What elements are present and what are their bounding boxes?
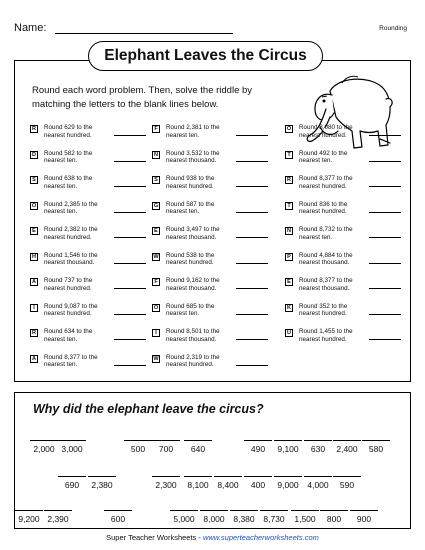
problem-item	[285, 277, 413, 299]
problem-item	[30, 150, 158, 172]
problem-letter: S	[30, 176, 38, 184]
answer-line[interactable]	[236, 365, 268, 366]
problem-text: Round 8,501 to the nearest thousand.	[166, 328, 220, 343]
blank-number: 600	[110, 514, 126, 524]
instructions: Round each word problem. Then, solve the riddle by matching the letters to the blank lines below.	[32, 85, 253, 110]
problem-item	[30, 328, 158, 350]
problem-letter: P	[285, 253, 293, 261]
blank-number: 8,730	[263, 514, 285, 524]
problem-text: Round 8,377 to the nearest hundred.	[299, 175, 353, 190]
problem-text: Round 4,884 to the nearest thousand.	[299, 251, 353, 267]
blank-line	[44, 510, 72, 511]
blank-line	[58, 440, 86, 441]
problem-letter: T	[285, 151, 293, 159]
blank-line	[350, 510, 378, 511]
problem-item	[285, 252, 413, 274]
problem-text: Round 2,382 to the nearest hundred.	[44, 226, 98, 241]
riddle-blank[interactable]	[58, 440, 86, 453]
problem-text: Round 836 to the nearest hundred.	[299, 200, 348, 216]
problem-item	[285, 303, 413, 325]
riddle-blank[interactable]	[362, 440, 390, 453]
problem-text: Round 582 to the nearest ten.	[44, 149, 93, 165]
problem-letter: R	[285, 176, 293, 184]
problem-text: Round 3,532 to the nearest thousand.	[166, 149, 220, 165]
problem-item	[30, 303, 158, 325]
problem-item	[30, 252, 158, 274]
page-title: Elephant Leaves the Circus	[88, 41, 323, 71]
topic-label: Rounding	[379, 25, 407, 32]
problem-item	[285, 226, 413, 248]
blank-line	[333, 440, 361, 441]
blank-line	[362, 440, 390, 441]
problem-text: Round 8,732 to the nearest ten.	[299, 226, 353, 241]
problem-text: Round 8,377 to the nearest thousand.	[299, 277, 353, 292]
answer-line[interactable]	[369, 237, 401, 238]
problem-text: Round 538 to the nearest hundred.	[166, 251, 215, 267]
answer-line[interactable]	[236, 161, 268, 162]
blank-number: 4,000	[307, 480, 329, 490]
answer-line[interactable]	[114, 263, 146, 264]
answer-line[interactable]	[114, 186, 146, 187]
problem-letter: W	[153, 355, 159, 362]
blank-line	[333, 476, 361, 477]
problem-text: Round 638 to the nearest ten.	[44, 175, 93, 190]
problem-text: Round 492 to the nearest ten.	[299, 149, 348, 165]
problem-text: Round 938 to the nearest hundred.	[166, 175, 215, 190]
blank-number: 580	[368, 444, 384, 454]
name-label: Name:	[14, 22, 47, 34]
problem-text: Round 2,381 to the nearest ten.	[166, 124, 220, 139]
blank-number: 2,000	[33, 444, 55, 454]
answer-line[interactable]	[236, 314, 268, 315]
problem-letter: O	[31, 202, 37, 209]
answer-line[interactable]	[114, 365, 146, 366]
blank-line	[274, 440, 302, 441]
problem-letter: R	[30, 329, 38, 337]
blank-line	[244, 440, 272, 441]
problem-item	[30, 201, 158, 223]
blank-line	[244, 476, 272, 477]
problem-letter: R	[30, 125, 38, 133]
riddle-blank[interactable]	[104, 510, 132, 523]
answer-line[interactable]	[236, 263, 268, 264]
blank-number: 9,200	[18, 514, 40, 524]
blank-line	[104, 510, 132, 511]
problem-item	[152, 201, 280, 223]
problem-letter: F	[152, 278, 160, 286]
answer-line[interactable]	[236, 288, 268, 289]
answer-line[interactable]	[236, 212, 268, 213]
problem-text: Round 352 to the nearest hundred.	[299, 302, 348, 318]
problem-item	[152, 124, 280, 146]
answer-line[interactable]	[114, 161, 146, 162]
problem-text: Round 685 to the nearest ten.	[166, 302, 215, 318]
problem-item	[152, 252, 280, 274]
problem-item	[30, 124, 158, 146]
problem-letter: E	[30, 227, 38, 235]
blank-line	[58, 476, 86, 477]
blank-number: 500	[130, 444, 146, 454]
blank-number: 8,100	[187, 480, 209, 490]
answer-line[interactable]	[369, 288, 401, 289]
blank-number: 9,100	[277, 444, 299, 454]
blank-number: 8,400	[217, 480, 239, 490]
answer-line[interactable]	[236, 186, 268, 187]
problem-text: Round 1,455 to the nearest hundred.	[299, 328, 353, 343]
blank-number: 3,000	[61, 444, 83, 454]
problem-item	[152, 150, 280, 172]
problem-item	[152, 277, 280, 299]
riddle-blank[interactable]	[350, 510, 378, 523]
problem-letter: N	[285, 227, 293, 235]
problem-letter: I	[152, 329, 160, 337]
blank-line	[260, 510, 288, 511]
problem-item	[30, 277, 158, 299]
blank-number: 640	[190, 444, 206, 454]
problem-item	[30, 226, 158, 248]
blank-number: 8,380	[233, 514, 255, 524]
problem-item	[285, 150, 413, 172]
blank-number: 400	[250, 480, 266, 490]
blank-line	[291, 510, 319, 511]
problem-item	[152, 303, 280, 325]
answer-line[interactable]	[236, 339, 268, 340]
problem-letter: A	[30, 355, 38, 363]
blank-number: 8,000	[203, 514, 225, 524]
problem-text: Round 587 to the nearest ten.	[166, 200, 215, 216]
blank-line	[152, 476, 180, 477]
problem-text: Round 737 to the nearest hundred.	[44, 277, 93, 292]
answer-line[interactable]	[236, 135, 268, 136]
problem-text: Round 634 to the nearest ten.	[44, 328, 93, 343]
blank-line	[304, 440, 332, 441]
blank-line	[274, 476, 302, 477]
problem-text: Round 2,385 to the nearest ten.	[44, 200, 98, 216]
problem-item	[30, 175, 158, 197]
riddle-blank[interactable]	[44, 510, 72, 523]
problem-letter: K	[285, 304, 293, 312]
answer-line[interactable]	[369, 263, 401, 264]
blank-number: 2,400	[336, 444, 358, 454]
problem-letter: I	[30, 304, 38, 312]
footer-brand: Super Teacher Worksheets -	[106, 533, 203, 542]
answer-line[interactable]	[369, 212, 401, 213]
problem-item	[285, 175, 413, 197]
name-line	[55, 33, 233, 34]
problem-letter: O	[286, 126, 292, 132]
footer-url[interactable]: www.superteacherworksheets.com	[202, 533, 319, 542]
answer-line[interactable]	[114, 237, 146, 238]
blank-line	[152, 440, 180, 441]
problem-letter: A	[30, 278, 38, 286]
footer	[0, 533, 425, 542]
problem-text: Round 3,497 to the nearest thousand.	[166, 226, 220, 241]
blank-number: 700	[158, 444, 174, 454]
problem-item	[152, 175, 280, 197]
problem-text: Round 629 to the nearest hundred.	[44, 124, 93, 139]
blank-line	[30, 440, 58, 441]
answer-line[interactable]	[369, 161, 401, 162]
problem-letter: O	[153, 304, 159, 311]
blank-line	[15, 510, 43, 511]
problem-item	[152, 226, 280, 248]
answer-line[interactable]	[369, 339, 401, 340]
blank-line	[320, 510, 348, 511]
blank-number: 2,300	[155, 480, 177, 490]
blank-number: 490	[250, 444, 266, 454]
answer-line[interactable]	[114, 135, 146, 136]
answer-line[interactable]	[236, 237, 268, 238]
riddle-blank[interactable]	[333, 476, 361, 489]
problem-item	[285, 201, 413, 223]
blank-line	[230, 510, 258, 511]
problem-item	[285, 328, 413, 350]
answer-line[interactable]	[369, 186, 401, 187]
blank-number: 2,390	[47, 514, 69, 524]
problem-letter: N	[152, 151, 160, 159]
problem-text: Round 9,162 to the nearest thousand.	[166, 277, 220, 292]
answer-line[interactable]	[114, 314, 146, 315]
blank-number: 800	[326, 514, 342, 524]
answer-line[interactable]	[114, 288, 146, 289]
riddle-blank[interactable]	[88, 476, 116, 489]
answer-line[interactable]	[369, 314, 401, 315]
blank-line	[88, 476, 116, 477]
riddle-blank[interactable]	[184, 440, 212, 453]
blank-line	[184, 476, 212, 477]
problem-item	[285, 124, 413, 146]
blank-line	[214, 476, 242, 477]
blank-number: 690	[64, 480, 80, 490]
problem-text: Round 8,080 to the nearest hundred.	[299, 124, 353, 139]
blank-number: 1,500	[294, 514, 316, 524]
problem-item	[152, 354, 280, 376]
problem-item	[152, 328, 280, 350]
problem-text: Round 2,319 to the nearest hundred.	[166, 353, 220, 369]
blank-line	[124, 440, 152, 441]
blank-number: 630	[310, 444, 326, 454]
blank-line	[304, 476, 332, 477]
answer-line[interactable]	[114, 339, 146, 340]
blank-number: 2,380	[91, 480, 113, 490]
problem-letter: F	[152, 125, 160, 133]
problem-letter: G	[153, 202, 159, 209]
answer-line[interactable]	[114, 212, 146, 213]
blank-line	[184, 440, 212, 441]
blank-number: 900	[356, 514, 372, 524]
blank-line	[200, 510, 228, 511]
problem-letter: D	[30, 151, 38, 159]
problem-letter: T	[285, 202, 293, 210]
problem-letter: W	[153, 253, 159, 260]
problem-letter: U	[285, 329, 293, 337]
blank-line	[170, 510, 198, 511]
problem-letter: E	[152, 227, 160, 235]
problem-letter: S	[152, 176, 160, 184]
problem-letter: H	[30, 253, 38, 261]
problem-text: Round 8,377 to the nearest ten.	[44, 353, 98, 369]
problem-item	[30, 354, 158, 376]
blank-number: 590	[339, 480, 355, 490]
riddle-question: Why did the elephant leave the circus?	[33, 402, 264, 416]
blank-number: 9,000	[277, 480, 299, 490]
answer-line[interactable]	[369, 135, 401, 136]
problem-letter: E	[285, 278, 293, 286]
problem-text: Round 9,087 to the nearest hundred.	[44, 302, 98, 318]
problem-text: Round 1,546 to the nearest thousand.	[44, 251, 98, 267]
blank-number: 5,000	[173, 514, 195, 524]
